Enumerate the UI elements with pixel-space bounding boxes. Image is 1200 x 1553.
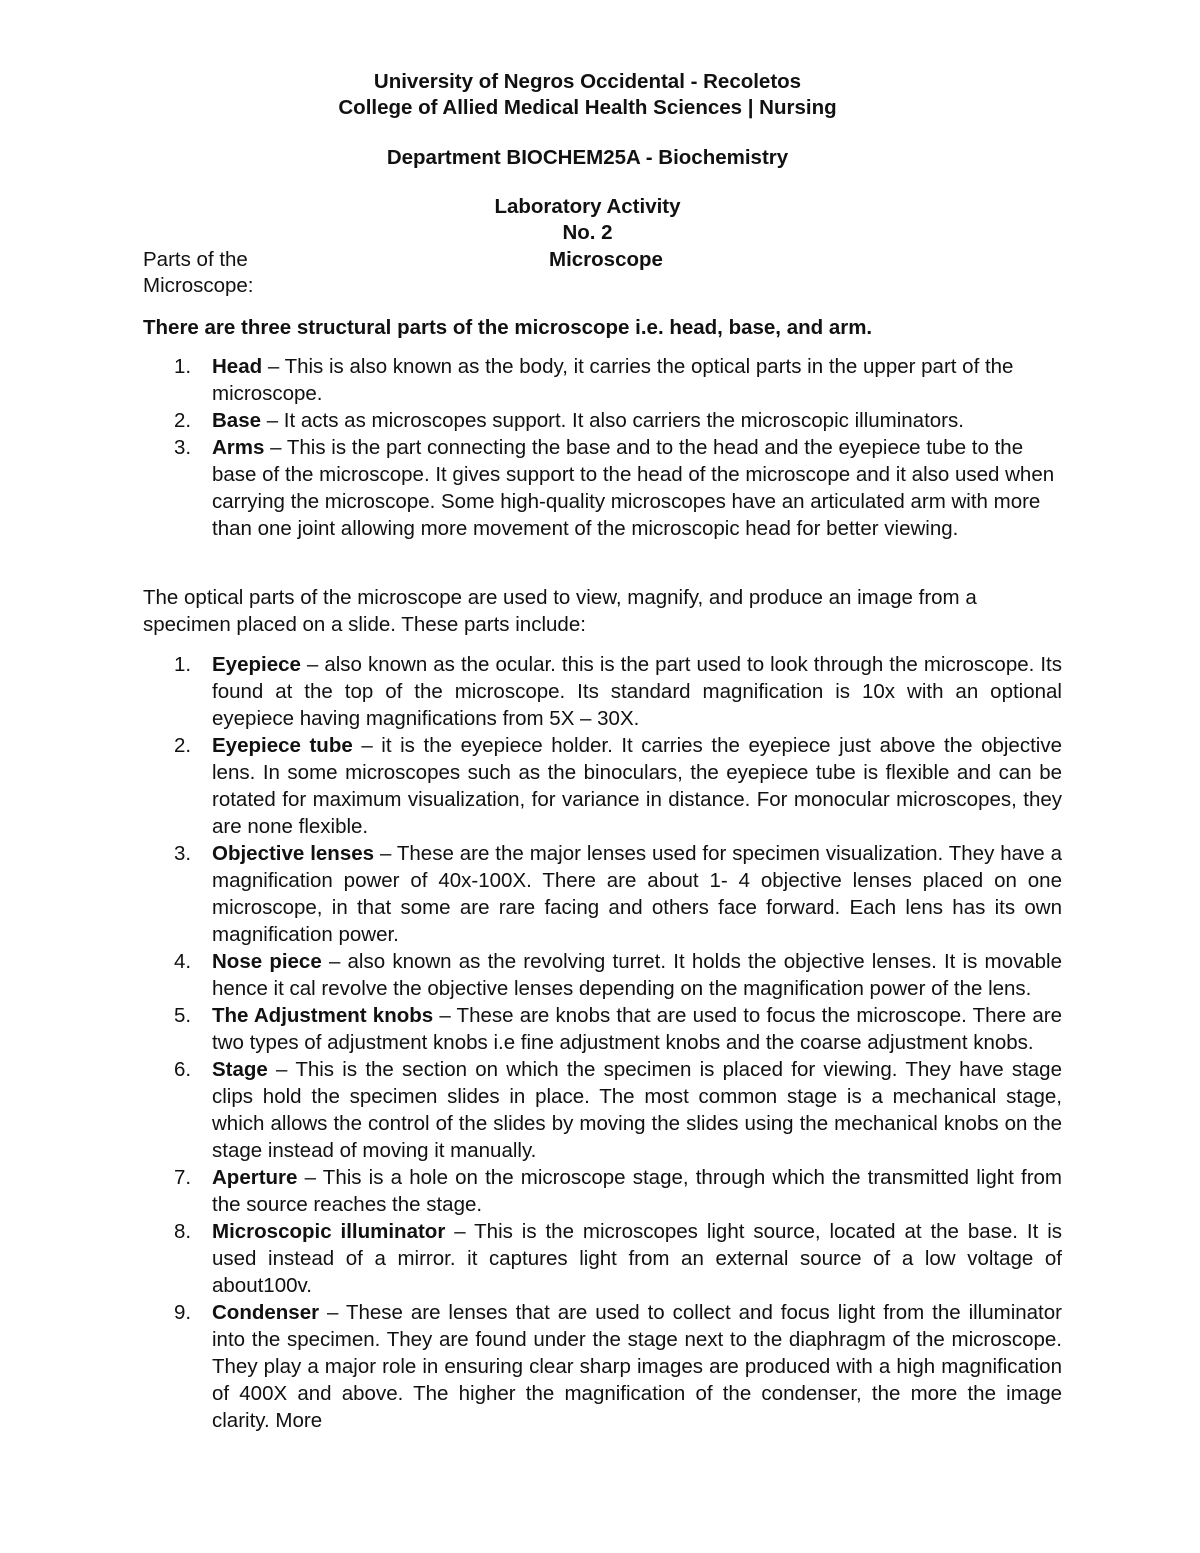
item-term: Condenser bbox=[212, 1301, 320, 1324]
item-text: – This is the part connecting the base and to the head and the eyepiece tube to the base of the microscope. It gives support to the head of the microscope and it also used when carrying the microscope. Some high-quality microscopes have an articulated arm with more than one joint allowing more movement of the microscopic head for better viewing. bbox=[212, 436, 1055, 540]
list-item bbox=[174, 1056, 1062, 1164]
structural-parts-list bbox=[174, 353, 1062, 542]
item-number: 5. bbox=[174, 1004, 192, 1027]
item-number: 6. bbox=[174, 1058, 192, 1081]
item-text: – it is the eyepiece holder. It carries the eyepiece just above the objective lens. In some microscopes such as the binoculars, the eyepiece tube is flexible and can be rotated for maximum visualization, for variance in distance. For monocular microscopes, they are none flexible. bbox=[212, 734, 1062, 838]
item-term: Nose piece bbox=[212, 950, 322, 973]
side-label-line1: Parts of the bbox=[143, 248, 248, 271]
item-text: – These are knobs that are used to focus the microscope. There are two types of adjustment knobs i.e fine adjustment knobs and the coarse adjustment knobs. bbox=[212, 1004, 1062, 1054]
college-name: College of Allied Medical Health Sciences | Nursing bbox=[338, 96, 837, 119]
item-text: – This is the section on which the specimen is placed for viewing. They have stage clips hold the specimen slides in place. The most common stage is a mechanical stage, which allows the control of the slides by moving the slides using the mechanical knobs on the stage instead of moving it manually. bbox=[212, 1058, 1062, 1162]
list-item bbox=[174, 1218, 1062, 1299]
list-item bbox=[174, 948, 1062, 1002]
item-text: – This is also known as the body, it carries the optical parts in the upper part of the microscope. bbox=[212, 355, 1014, 405]
item-term: Stage bbox=[212, 1058, 268, 1081]
list-item bbox=[174, 407, 1062, 434]
item-text: – also known as the ocular. this is the part used to look through the microscope. Its found at the top of the microscope. Its standard magnification is 10x with an optional eyepiece having magnifications from 5X – 30X. bbox=[212, 653, 1062, 730]
item-number: 4. bbox=[174, 950, 192, 973]
item-text: – This is a hole on the microscope stage, through which the transmitted light from the source reaches the stage. bbox=[212, 1166, 1062, 1216]
activity-title: Laboratory Activity bbox=[494, 195, 681, 218]
activity-number: No. 2 bbox=[562, 221, 613, 244]
optical-parts-list bbox=[174, 651, 1062, 1434]
item-term: Base bbox=[212, 409, 262, 432]
activity-topic: Microscope bbox=[549, 248, 663, 271]
item-term: Eyepiece bbox=[212, 653, 301, 676]
item-term: Head bbox=[212, 355, 263, 378]
item-term: The Adjustment knobs bbox=[212, 1004, 434, 1027]
list-item bbox=[174, 732, 1062, 840]
item-term: Eyepiece tube bbox=[212, 734, 353, 757]
list-item bbox=[174, 1164, 1062, 1218]
item-number: 2. bbox=[174, 734, 192, 757]
list-item bbox=[174, 651, 1062, 732]
list-item bbox=[174, 840, 1062, 948]
list-item bbox=[174, 353, 1062, 407]
item-text: – These are the major lenses used for specimen visualization. They have a magnification power of 40x-100X. There are about 1- 4 objective lenses placed on one microscope, in that some are rare facing and others face forward. Each lens has its own magnification power. bbox=[212, 842, 1063, 946]
list-item bbox=[174, 434, 1062, 542]
item-number: 1. bbox=[174, 355, 192, 378]
item-text: – It acts as microscopes support. It also carriers the microscopic illuminators. bbox=[261, 409, 964, 432]
item-number: 3. bbox=[174, 436, 192, 459]
list-item bbox=[174, 1002, 1062, 1056]
list-item bbox=[174, 1299, 1062, 1434]
item-term: Microscopic illuminator bbox=[212, 1220, 446, 1243]
side-label-line2: Microscope: bbox=[143, 274, 254, 297]
item-number: 1. bbox=[174, 653, 192, 676]
item-term: Arms bbox=[212, 436, 265, 459]
item-number: 2. bbox=[174, 409, 192, 432]
item-term: Objective lenses bbox=[212, 842, 375, 865]
item-number: 9. bbox=[174, 1301, 192, 1324]
university-name: University of Negros Occidental - Recoletos bbox=[373, 70, 802, 93]
structural-intro: There are three structural parts of the microscope i.e. head, base, and arm. bbox=[143, 316, 873, 339]
item-number: 3. bbox=[174, 842, 192, 865]
department-name: Department BIOCHEM25A - Biochemistry bbox=[386, 146, 789, 169]
item-number: 7. bbox=[174, 1166, 192, 1189]
item-text: – also known as the revolving turret. It holds the objective lenses. It is movable hence it cal revolve the objective lenses depending on the magnification power of the lens. bbox=[212, 950, 1063, 1000]
item-text: – These are lenses that are used to collect and focus light from the illuminator into the specimen. They are found under the stage next to the diaphragm of the microscope. They play a major role in ensuring clear sharp images are produced with a high magnification of 400X and above. The higher the magnification of the condenser, the more the image clarity. More bbox=[212, 1301, 1062, 1432]
item-text: – This is the microscopes light source, located at the base. It is used instead of a mirror. it captures light from an external source of a low voltage of about100v. bbox=[212, 1220, 1062, 1297]
optical-intro: The optical parts of the microscope are used to view, magnify, and produce an image from a specimen placed on a slide. These parts include: bbox=[143, 586, 977, 636]
item-term: Aperture bbox=[212, 1166, 298, 1189]
item-number: 8. bbox=[174, 1220, 192, 1243]
